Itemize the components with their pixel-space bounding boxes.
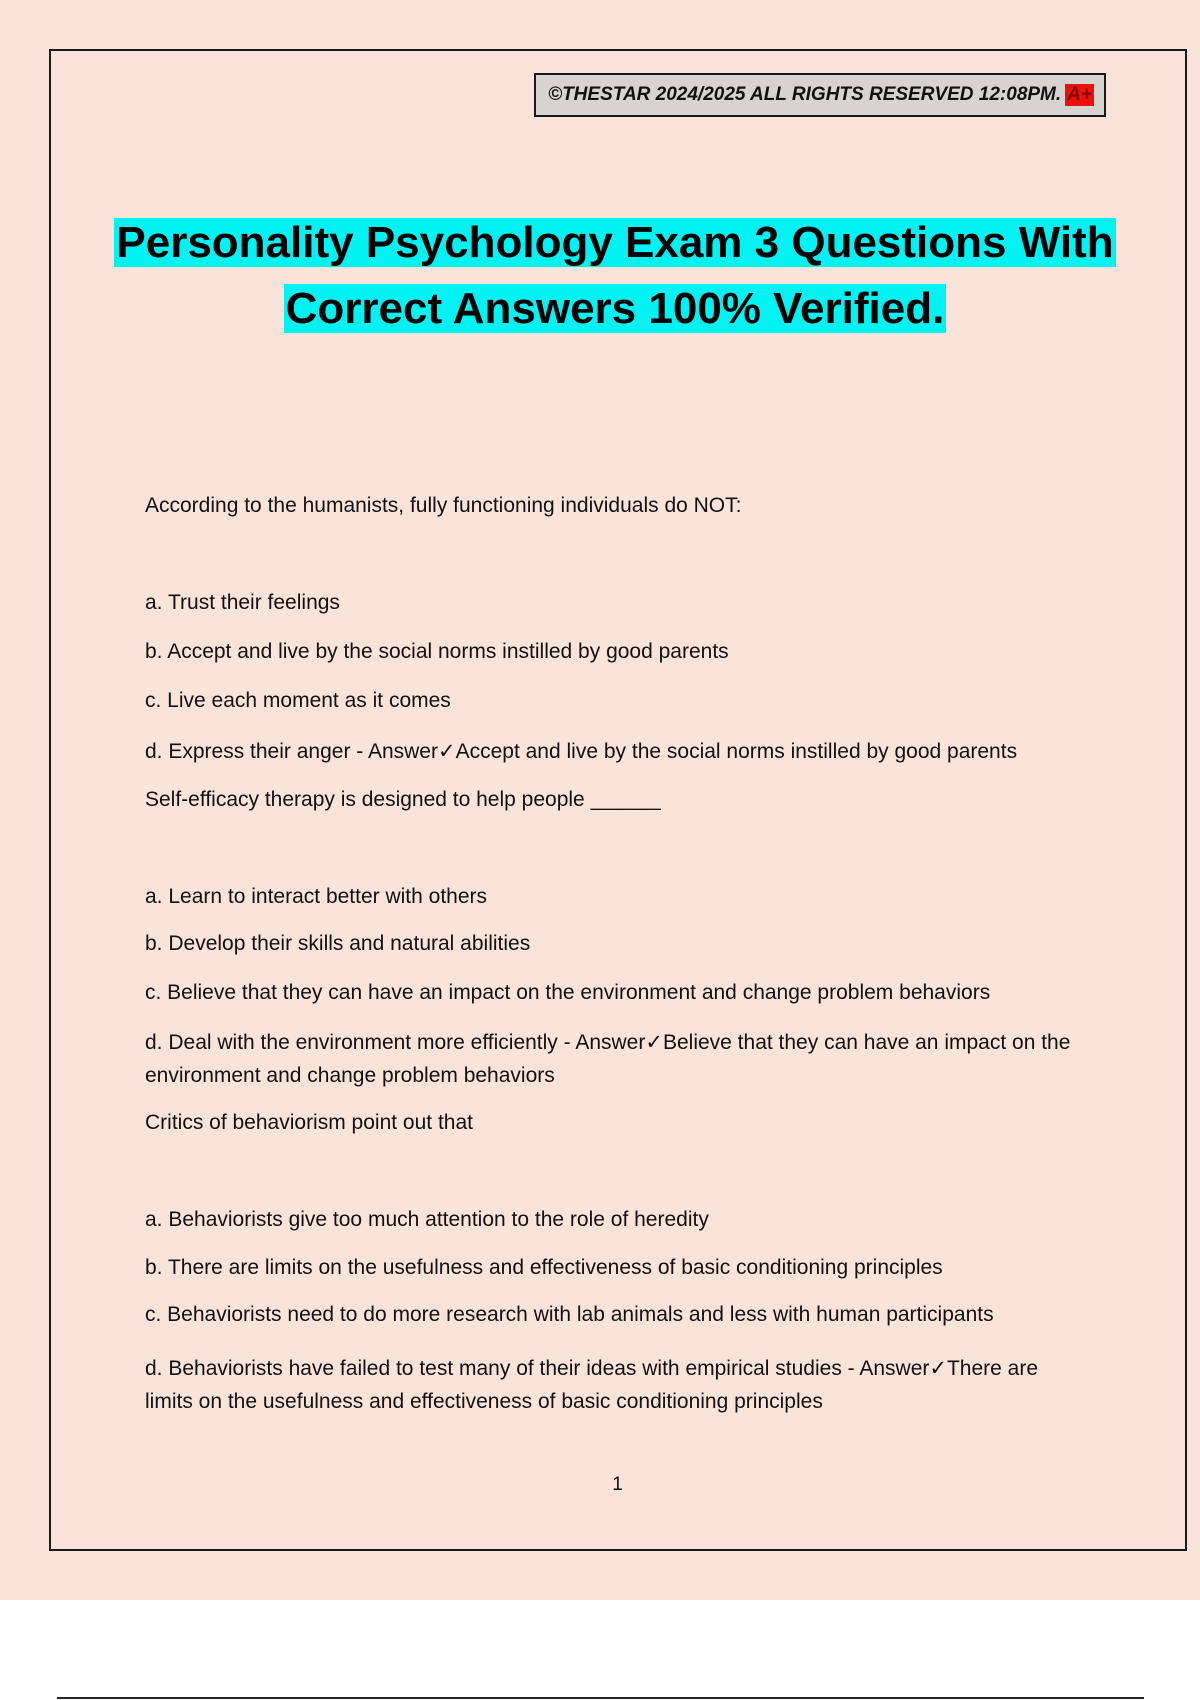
question-1-option-c: c. Live each moment as it comes — [145, 689, 451, 712]
checkmark-icon: ✓ — [437, 740, 456, 763]
question-3-option-d — [145, 1352, 1085, 1418]
question-2-option-a: a. Learn to interact better with others — [145, 885, 488, 908]
question-1-option-a: a. Trust their feelings — [145, 591, 340, 614]
option-text: d. Deal with the environment more efficiently - — [145, 1031, 576, 1054]
copyright-text: ©THESTAR 2024/2025 ALL RIGHTS RESERVED 12:08PM. — [548, 84, 1062, 105]
question-1-prompt: According to the humanists, fully functioning individuals do NOT: — [145, 494, 742, 517]
answer-label: Answer — [575, 1031, 646, 1054]
copyright-header — [534, 73, 1106, 117]
checkmark-icon: ✓ — [645, 1031, 663, 1054]
title-line-1: Personality Psychology Exam 3 Questions With — [116, 218, 1114, 267]
correct-answer: Accept and live by the social norms instilled by good parents — [455, 740, 1018, 763]
option-text: d. Express their anger - — [145, 740, 368, 763]
correct-answer: Believe that they can have an impact on the environment and change problem behaviors — [145, 1031, 1071, 1087]
grade-badge: A+ — [1067, 84, 1092, 105]
question-3-option-c: c. Behaviorists need to do more research with lab animals and less with human participants — [145, 1303, 994, 1326]
question-3-option-b: b. There are limits on the usefulness and effectiveness of basic conditioning principles — [145, 1256, 943, 1279]
question-3-prompt: Critics of behaviorism point out that — [145, 1111, 473, 1134]
question-1-option-d — [145, 739, 1017, 764]
question-3-option-a: a. Behaviorists give too much attention to the role of heredity — [145, 1208, 709, 1231]
checkmark-icon: ✓ — [929, 1357, 947, 1380]
document-title — [60, 210, 1170, 342]
question-2-option-b: b. Develop their skills and natural abilities — [145, 932, 531, 955]
title-line-2: Correct Answers 100% Verified. — [285, 284, 945, 333]
answer-label: Answer — [859, 1357, 930, 1380]
question-2-prompt: Self-efficacy therapy is designed to help people ______ — [145, 788, 661, 811]
question-2-option-c: c. Believe that they can have an impact on the environment and change problem behaviors — [145, 981, 991, 1004]
question-2-option-d — [145, 1026, 1085, 1092]
correct-answer: There are limits on the usefulness and effectiveness of basic conditioning principles — [145, 1357, 1039, 1413]
footer-divider — [57, 1697, 1144, 1699]
answer-label: Answer — [367, 740, 438, 763]
question-1-option-b: b. Accept and live by the social norms instilled by good parents — [145, 640, 729, 663]
option-text: d. Behaviorists have failed to test many of their ideas with empirical studies - — [145, 1357, 860, 1380]
page-number: 1 — [612, 1474, 623, 1495]
